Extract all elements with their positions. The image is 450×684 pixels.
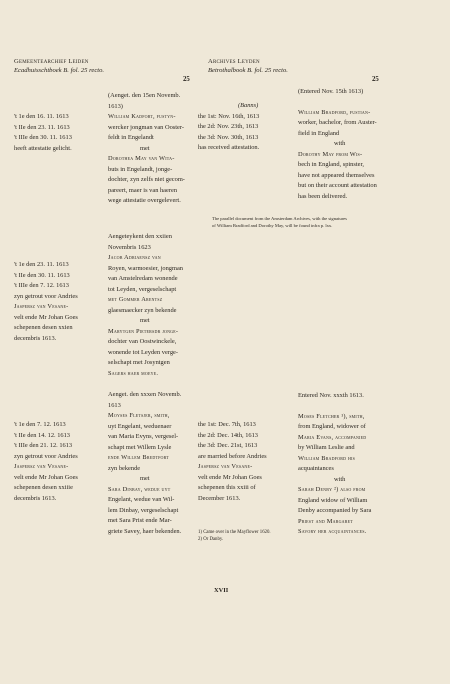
text-line: van Maria Evyns, vergesel- — [108, 433, 179, 440]
text-line: William Kadfort, fustyn- — [108, 113, 176, 120]
block3-dutch-dates — [14, 420, 78, 504]
date-line: 't IIIe den 21. 12. 1613 — [14, 442, 73, 449]
date-line: 't IIe den 30. 11. 1613 — [14, 271, 70, 279]
text-line: van Amstelredam wonende — [108, 275, 178, 282]
folio: XVII — [214, 587, 229, 594]
text-line: 1613) — [108, 102, 123, 110]
text-line: ende Willem Bredtfort — [108, 454, 169, 461]
text-line: William Bradford, fustian- — [298, 108, 371, 116]
text-line: Priest and Margaret — [298, 517, 353, 525]
text-line: Jacob Adriaensz van — [108, 254, 161, 261]
text-line: Denby accompanied by Sara — [298, 507, 372, 514]
block3-dutch-text — [108, 390, 181, 537]
text-line: lem Dinbay, vergeselschapt — [108, 506, 179, 514]
text-line: Novembris 1623 — [108, 243, 151, 251]
block2-dutch-dates — [14, 260, 78, 344]
date-line: the 2d: Dec. 14th, 1613 — [198, 431, 258, 439]
footnote-line: 2) Or Danby. — [198, 536, 224, 542]
block2-dutch-text — [108, 232, 183, 379]
date-line: 't 1e den 23. 11. 1613 — [14, 261, 69, 268]
footnotes — [198, 530, 271, 544]
text-line: but on their account attestation — [298, 182, 377, 189]
date-line: the 2d: Nov. 23th, 1613 — [198, 123, 259, 130]
text-line: England widow of William — [298, 496, 368, 504]
text-line: met Sara Prist ende Mar- — [108, 517, 172, 524]
text-line: Moses Fletcher ¹), smith, — [298, 412, 365, 420]
text-line: from England, widower of — [298, 423, 366, 430]
left-header-title: Gemeentearchief Leiden — [14, 58, 89, 65]
text-line: Savory her acquaintances. — [298, 528, 367, 535]
text-line: selschapt met Josyntgen — [108, 359, 170, 366]
date-line: decembris 1613. — [14, 334, 57, 342]
text-line: Moyses Fletsjer, smith, — [108, 412, 170, 419]
block1-eng-dates — [198, 101, 259, 154]
date-line: 't 1e den 7. 12. 1613 — [14, 421, 66, 428]
text-line: by William Leslie and — [298, 444, 355, 451]
right-header — [208, 58, 288, 75]
text-line: Marytgen Pietersdr jonge- — [108, 327, 179, 335]
date-line: has received attestation. — [198, 144, 260, 151]
block1-eng-text — [298, 87, 377, 202]
date-line: the 1st: Nov. 16th, 1613 — [198, 112, 260, 120]
text-line: Aenget. den xxxen Novemb. — [108, 391, 182, 398]
text-line: griete Savey, haer bekenden. — [108, 527, 182, 535]
block1-note — [212, 216, 347, 229]
text-line: dochter, zyn zelfs niet gecom- — [108, 176, 185, 183]
date-line: heeft attestatie gelicht. — [14, 144, 72, 152]
text-line: Maria Evans, accompanied — [298, 433, 367, 441]
text-line: bech in England, spinster, — [298, 161, 364, 168]
page-number-left: 25 — [183, 76, 190, 83]
text-line: buts in Engelandt, jonge- — [108, 165, 173, 173]
text-line: acquaintances — [298, 465, 334, 472]
text-line: feldt in Engelandt — [108, 134, 154, 141]
page-number-right: 25 — [372, 76, 379, 83]
text-line: uyt Engelant, weduenaer — [108, 422, 172, 430]
text-line: have not appeared themselves — [298, 171, 375, 179]
date-line: decembris 1613. — [14, 494, 57, 502]
left-header — [14, 58, 104, 75]
text-line: Sarah Denby ²) also from — [298, 486, 366, 493]
date-line: December 1613. — [198, 494, 241, 502]
text-line: zyn bekende — [108, 464, 141, 472]
text-line: Sara Dinbay, wedue uyt — [108, 485, 171, 493]
text-line: has been delivered. — [298, 192, 348, 200]
date-line: 't IIe den 14. 12. 1613 — [14, 431, 70, 439]
note-line: The parallel document from the Amsterdam Archives, with the signatures — [212, 216, 347, 221]
date-line: zyn getrout voor Andries — [14, 452, 78, 460]
date-line: the 1st: Dec. 7th, 1613 — [198, 421, 256, 428]
date-line: zyn getrout voor Andries — [14, 292, 78, 300]
date-line: velt ende Mr Johan Goes — [198, 473, 262, 481]
footnote-line: 1) Came over in the Mayflower 1620. — [198, 530, 271, 535]
text-line: Entered Nov. xxxth 1613. — [298, 392, 364, 399]
block1-dutch-text — [108, 91, 185, 207]
text-line: Dorothea May van Wita- — [108, 155, 175, 162]
note-line: of William Bradford and Dorothy May, will be found infra p. lxx. — [212, 222, 333, 228]
text-line: Sagers haer moeye. — [108, 369, 159, 377]
block3-eng-dates — [198, 420, 267, 504]
text-line: field in England — [298, 129, 340, 137]
date-line: (Banns) — [238, 102, 259, 109]
date-line: schepenen desen xxien — [14, 324, 73, 331]
text-line: met Gommer Arentsz — [108, 296, 163, 303]
text-line: met — [140, 144, 150, 152]
block3-eng-text — [298, 391, 371, 538]
date-line: the 3d: Nov. 30th, 1613 — [198, 133, 259, 141]
date-line: Jaspersz van Vesane- — [198, 463, 253, 470]
text-line: wonende tot Leyden verge- — [108, 348, 178, 356]
date-line: Jaspersz van Vesane- — [14, 303, 69, 310]
date-line: velt ende Mr Johan Goes — [14, 473, 78, 481]
date-line: Jaspersz van Vesane- — [14, 463, 69, 470]
text-line: met — [140, 475, 150, 482]
left-header-source: Ecadhuisschtboek B. fol. 25 recto. — [14, 66, 105, 74]
text-line: (Entered Nov. 15th 1613) — [298, 88, 364, 95]
text-line: glaesmaecker zyn bekende — [108, 306, 177, 314]
text-line: (Aenget. den 15en Novemb. — [108, 92, 181, 99]
text-line: with — [334, 140, 346, 147]
date-line: 't IIIe den 30. 11. 1613 — [14, 134, 72, 141]
text-line: dochter van Oostwinckele, — [108, 338, 177, 345]
date-line: 't 1e den 16. 11. 1613 — [14, 113, 69, 120]
date-line: the 3d: Dec. 21st, 1613 — [198, 442, 258, 449]
text-line: schapt met Willem Lysle — [108, 443, 172, 451]
date-line: schepenen desen xxiiie — [14, 484, 73, 491]
date-line: 't IIIe den 7. 12. 1613 — [14, 282, 69, 289]
text-line: William Bradford his — [298, 454, 356, 462]
block1-dutch-dates — [14, 112, 72, 154]
text-line: with — [334, 475, 346, 483]
text-line: met — [140, 317, 150, 324]
text-line: pareert, maer is van haeren — [108, 186, 178, 194]
right-header-title: Archives Leyden — [208, 58, 260, 65]
text-line: wercker jongman van Ooster- — [108, 123, 184, 131]
text-line: tot Leyden, vergeselschapt — [108, 285, 177, 293]
date-line: are married before Andries — [198, 452, 267, 460]
text-line: Dorothy May from Wis- — [298, 150, 363, 158]
text-line: Royen, warmoesier, jongman — [108, 264, 183, 272]
text-line: Aengeteykent den xxiien — [108, 233, 172, 240]
date-line: 't IIe den 23. 11. 1613 — [14, 123, 70, 131]
date-line: schepenen this xxiii of — [198, 484, 256, 491]
right-header-source: Betrothalbook B. fol. 25 recto. — [208, 66, 288, 74]
date-line: velt ende Mr Johan Goes — [14, 313, 78, 321]
text-line: worker, bachelor, from Auster- — [298, 119, 377, 126]
text-line: 1613 — [108, 401, 121, 409]
text-line: wege attestatie overgelevert. — [108, 197, 181, 204]
text-line: Engelant, wedue van Wil- — [108, 496, 175, 503]
